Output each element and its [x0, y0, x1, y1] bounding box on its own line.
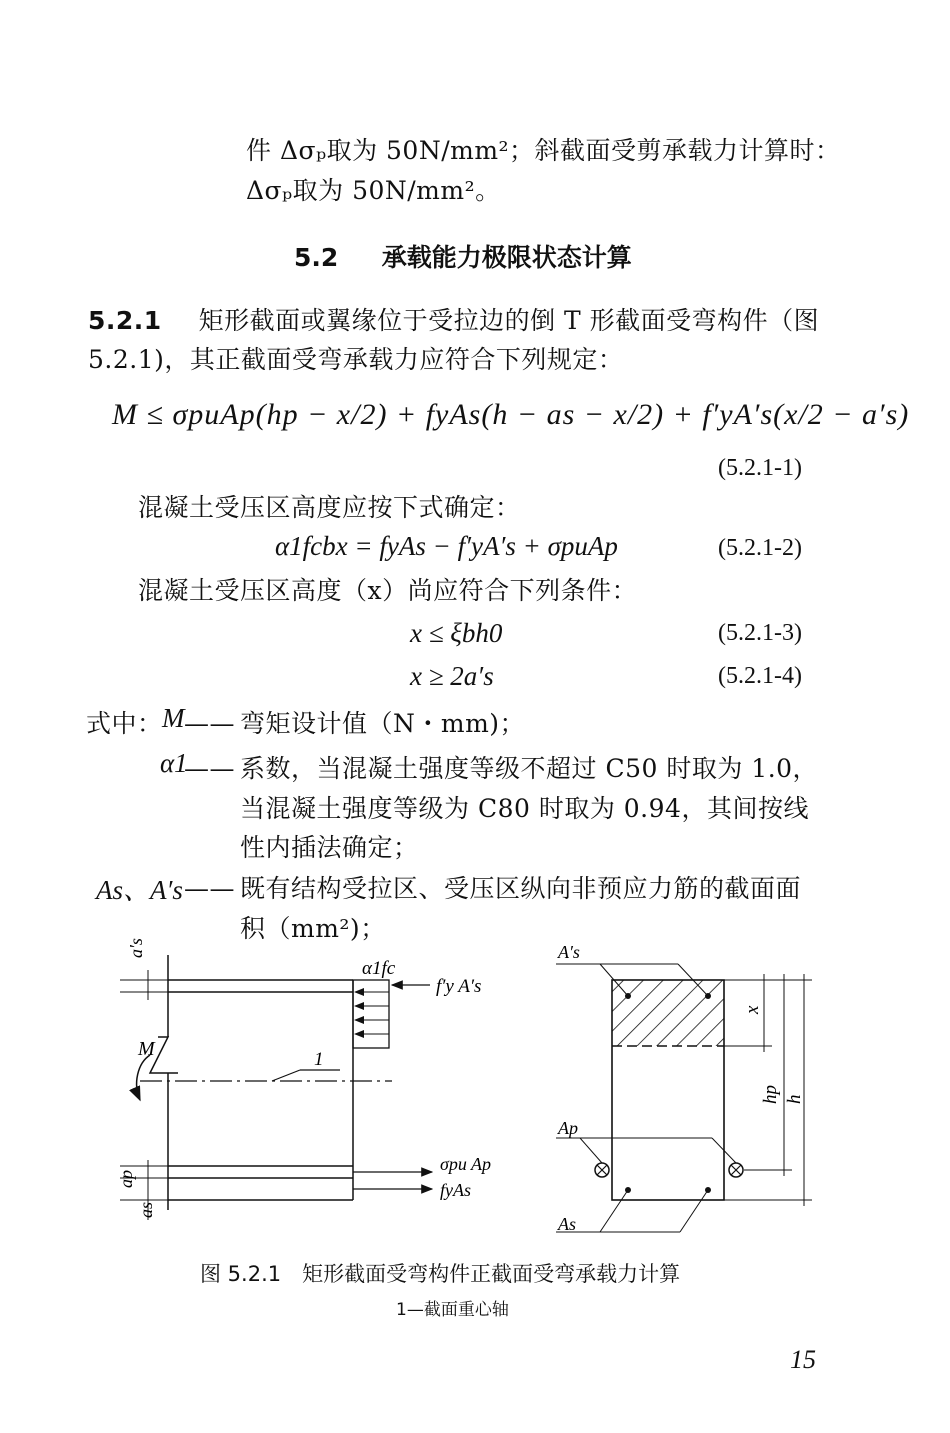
intro-line-2: Δσₚ取为 50N/mm²。	[246, 176, 501, 205]
def-desc-alpha1-1: 系数，当混凝土强度等级不超过 C50 时取为 1.0，	[240, 754, 819, 783]
equation-4: x ≥ 2a′s	[410, 661, 494, 691]
figure-subcaption: 1—截面重心轴	[396, 1300, 509, 1320]
equation-2: α1fcbx = fyAs − f′yA′s + σpuAp	[275, 531, 618, 561]
clause-line-2: 5.2.1)，其正截面受弯承载力应符合下列规定：	[88, 345, 624, 374]
label-h: h	[784, 1094, 805, 1104]
clause-line-1	[88, 303, 819, 339]
label-fy-prime-As-prime: f′y A′s	[436, 976, 482, 997]
label-As-prime: A′s	[558, 942, 580, 962]
label-hp: hp	[760, 1085, 781, 1104]
def-desc-alpha1-3: 性内插法确定；	[240, 833, 419, 862]
label-centroid-axis-1: 1	[314, 1049, 324, 1070]
label-ap: ap	[116, 1170, 136, 1188]
section-number: 5.2	[294, 243, 339, 272]
label-moment-M: M	[138, 1038, 155, 1060]
def-symbol-As: As、A′s	[96, 875, 183, 905]
def-symbol-M: M	[162, 703, 185, 733]
equation-3-number: (5.2.1-3)	[718, 620, 802, 646]
label-sigma-pu-Ap: σpu Ap	[440, 1154, 492, 1174]
label-fy-As: fyAs	[440, 1180, 471, 1200]
equation-3: x ≤ ξbh0	[410, 618, 503, 648]
label-As: As	[558, 1214, 576, 1234]
left-section-diagram	[120, 955, 432, 1220]
def-desc-M: 弯矩设计值（N・mm)；	[240, 709, 526, 738]
def-dash-M: ——	[184, 709, 235, 738]
section-heading	[294, 238, 632, 274]
label-Ap: Ap	[558, 1118, 578, 1138]
def-dash-As: ——	[184, 874, 235, 903]
clause-text-1: 矩形截面或翼缘位于受拉边的倒 T 形截面受弯构件（图	[198, 306, 820, 335]
text-condition: 混凝土受压区高度（x）尚应符合下列条件：	[138, 576, 638, 605]
definitions-prefix: 式中：	[86, 709, 163, 738]
figure-diagram	[0, 930, 950, 1260]
equation-4-number: (5.2.1-4)	[718, 663, 802, 689]
intro-line-1: 件 Δσₚ取为 50N/mm²；斜截面受剪承载力计算时：	[246, 136, 841, 165]
section-title: 承载能力极限状态计算	[381, 243, 632, 272]
equation-1-number: (5.2.1-1)	[718, 455, 802, 481]
def-symbol-alpha1: α1	[160, 748, 188, 778]
text-compression-height: 混凝土受压区高度应按下式确定：	[138, 493, 521, 522]
label-as-bottom: as	[136, 1201, 156, 1218]
def-desc-As-1: 既有结构受拉区、受压区纵向非预应力筋的截面面	[240, 874, 802, 903]
equation-2-number: (5.2.1-2)	[718, 535, 802, 561]
label-as-prime-top: a′s	[126, 938, 146, 958]
figure-caption: 图 5.2.1 矩形截面受弯构件正截面受弯承载力计算	[200, 1262, 681, 1286]
clause-number: 5.2.1	[88, 306, 162, 335]
label-alpha1-fc: α1fc	[362, 958, 396, 979]
def-desc-alpha1-2: 当混凝土强度等级为 C80 时取为 0.94，其间按线	[240, 794, 809, 823]
label-x: x	[742, 1005, 763, 1014]
def-desc-As-2: 积（mm²)；	[240, 914, 386, 943]
equation-1: M ≤ σpuAp(hp − x/2) + fyAs(h − as − x/2) + f′yA′s(x/2 − a′s)	[112, 398, 910, 431]
def-dash-alpha1: ——	[184, 754, 235, 783]
page-number: 15	[790, 1345, 816, 1374]
